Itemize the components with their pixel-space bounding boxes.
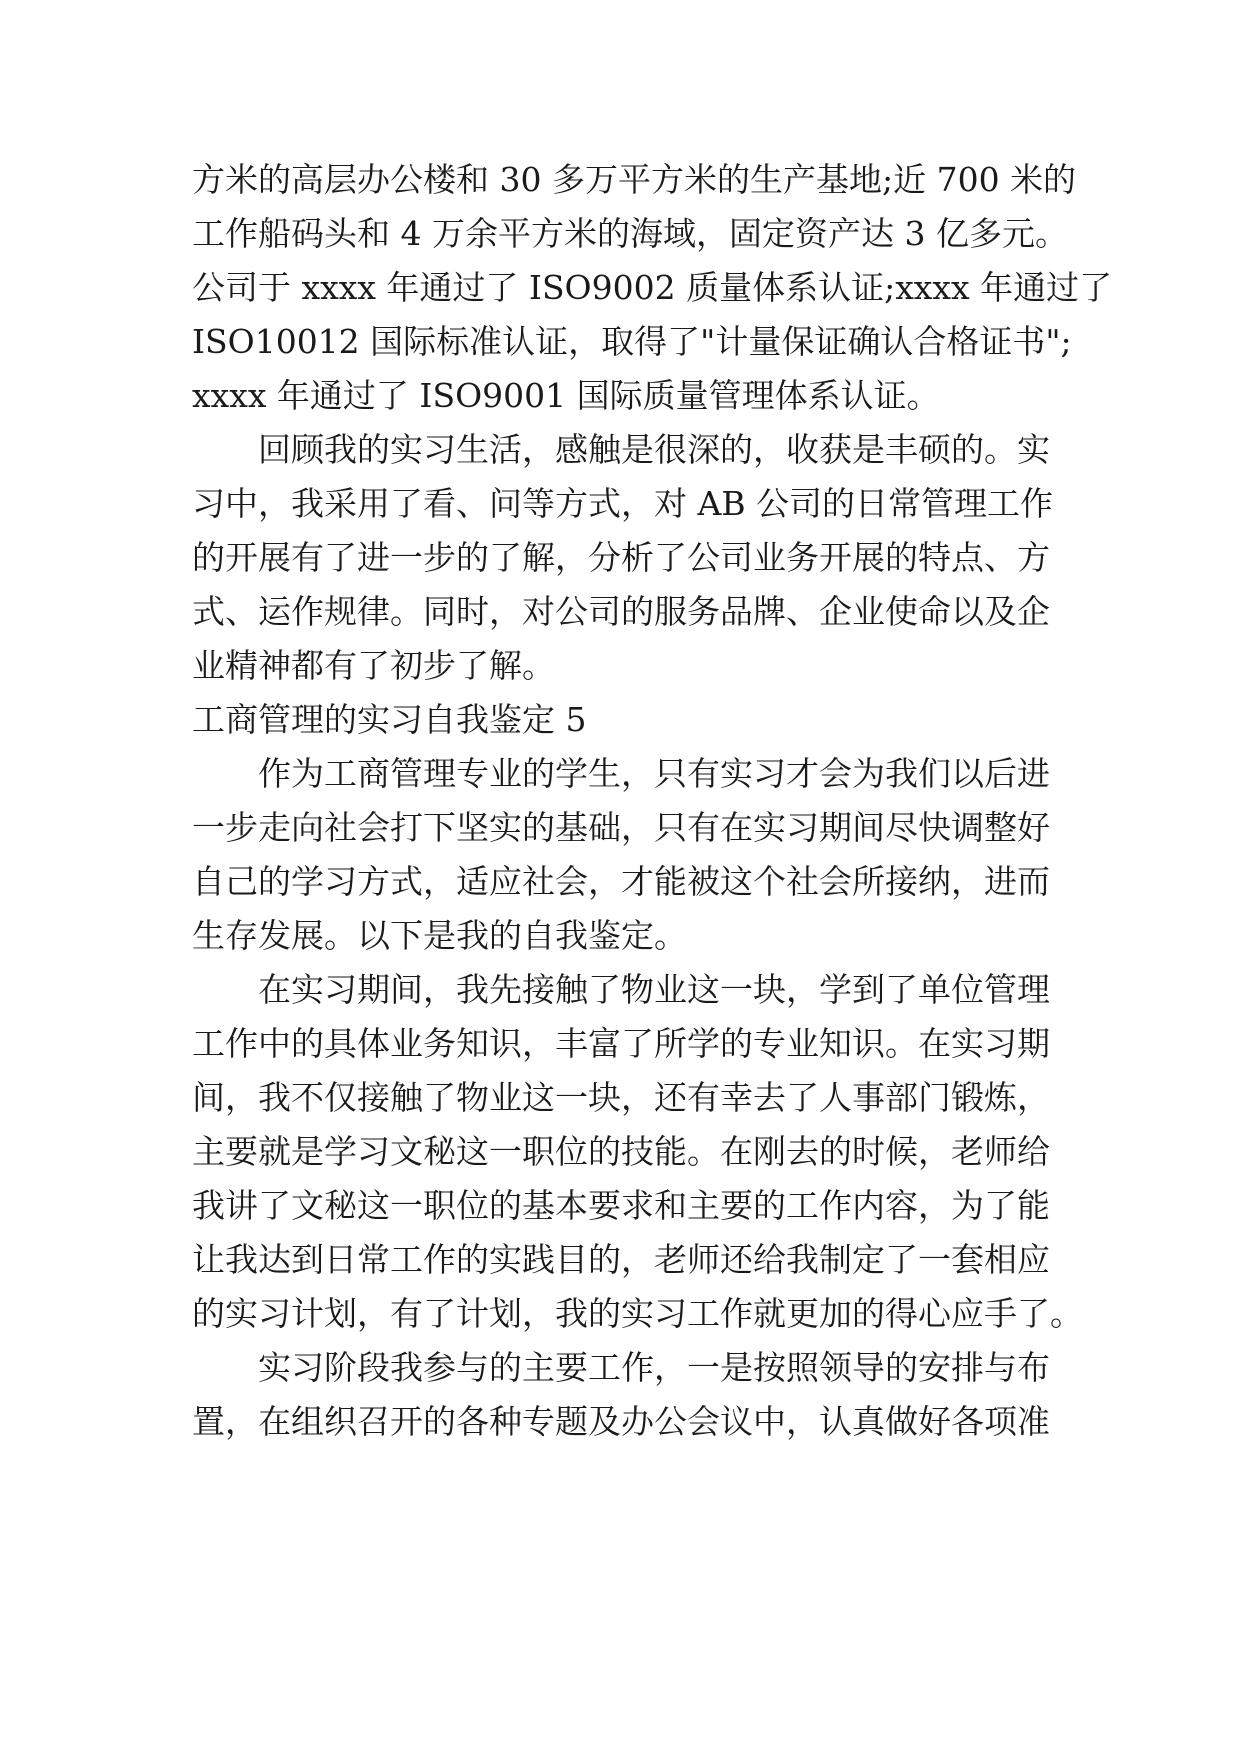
text-line: 工作船码头和 4 万余平方米的海域，固定资产达 3 亿多元。	[192, 214, 1068, 253]
text-line: xxxx 年通过了 ISO9001 国际质量管理体系认证。	[192, 376, 940, 415]
text-line: 生存发展。以下是我的自我鉴定。	[192, 916, 687, 955]
text-line: 的开展有了进一步的了解，分析了公司业务开展的特点、方	[192, 538, 1050, 577]
text-line: 方米的高层办公楼和 30 多万平方米的生产基地;近 700 米的	[192, 160, 1077, 199]
text-line: 习中，我采用了看、问等方式，对 AB 公司的日常管理工作	[192, 484, 1054, 523]
text-line: 间，我不仅接触了物业这一块，还有幸去了人事部门锻炼，	[192, 1078, 1050, 1117]
section-heading: 工商管理的实习自我鉴定 5	[192, 700, 587, 739]
paragraph-first-line: 作为工商管理专业的学生，只有实习才会为我们以后进	[258, 754, 1050, 793]
paragraph-first-line: 回顾我的实习生活，感触是很深的，收获是丰硕的。实	[258, 430, 1050, 469]
text-line: ISO10012 国际标准认证，取得了"计量保证确认合格证书";	[192, 322, 1072, 361]
text-line: 我讲了文秘这一职位的基本要求和主要的工作内容，为了能	[192, 1186, 1050, 1225]
text-line: 式、运作规律。同时，对公司的服务品牌、企业使命以及企	[192, 592, 1050, 631]
text-line: 一步走向社会打下坚实的基础，只有在实习期间尽快调整好	[192, 808, 1050, 847]
text-line: 主要就是学习文秘这一职位的技能。在刚去的时候，老师给	[192, 1132, 1050, 1171]
paragraph-first-line: 在实习期间，我先接触了物业这一块，学到了单位管理	[258, 970, 1050, 1009]
paragraph-first-line: 实习阶段我参与的主要工作，一是按照领导的安排与布	[258, 1348, 1050, 1387]
text-line: 自己的学习方式，适应社会，才能被这个社会所接纳，进而	[192, 862, 1050, 901]
text-line: 公司于 xxxx 年通过了 ISO9002 质量体系认证;xxxx 年通过了	[192, 268, 1113, 307]
text-line: 的实习计划，有了计划，我的实习工作就更加的得心应手了。	[192, 1294, 1083, 1333]
text-line: 置，在组织召开的各种专题及办公会议中，认真做好各项准	[192, 1402, 1050, 1441]
text-line: 业精神都有了初步了解。	[192, 646, 555, 685]
text-line: 让我达到日常工作的实践目的，老师还给我制定了一套相应	[192, 1240, 1050, 1279]
text-line: 工作中的具体业务知识，丰富了所学的专业知识。在实习期	[192, 1024, 1050, 1063]
